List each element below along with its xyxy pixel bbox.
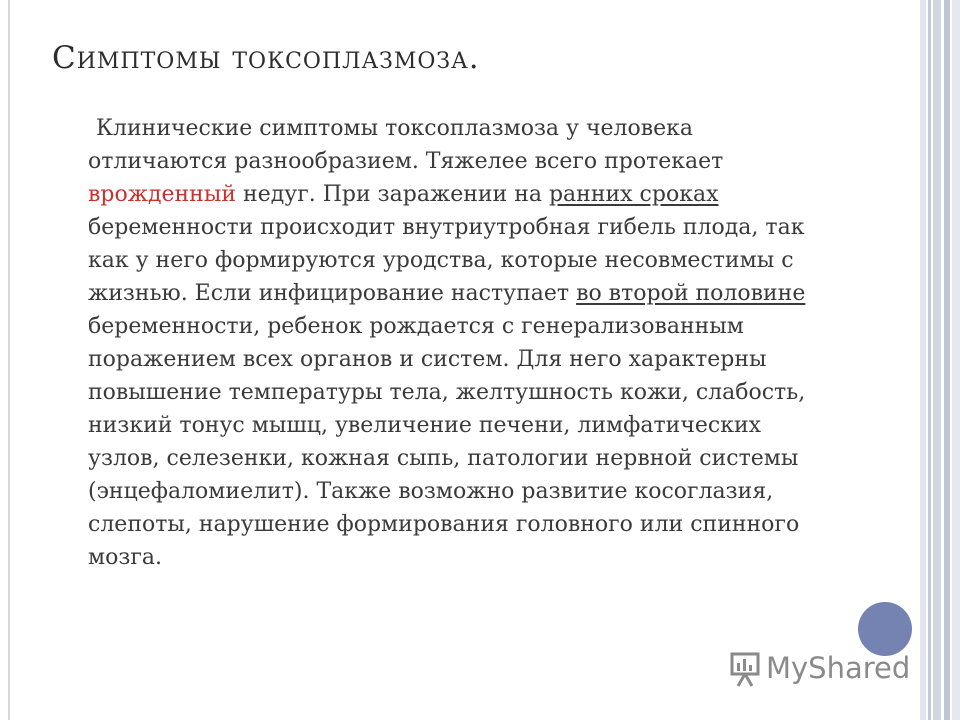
text-run: Клинические симптомы токсоплазмоза у человека отличаются разнообразием. Тяжелее всего протекает (88, 116, 724, 174)
stripe (933, 0, 941, 720)
slide-title: Симптомы токсоплазмоза. (52, 40, 480, 76)
text-run: беременности, ребенок рождается с генерализованным поражением всех органов и систем. Для него характерны повышение температуры тела, желтушность кожи, слабость, низкий тонус мышц, увеличение печени, лимфатических узлов, селезенки, кожная сыпь, патологии нервной системы (энцефаломиелит). Также возможно развитие косоглазия, слепоты, нарушение формирования головного или спинного мозга. (88, 314, 806, 570)
watermark-logo (728, 648, 918, 688)
stripe (928, 0, 931, 720)
text-run: недуг. При заражении на (236, 182, 549, 207)
stripe (920, 0, 926, 720)
underlined-phrase: ранних сроках (548, 182, 719, 207)
right-decorative-stripes (920, 0, 960, 720)
watermark-text: MyShared (766, 651, 911, 685)
underlined-phrase: во второй половине (576, 281, 806, 306)
stripe (952, 0, 960, 720)
stripe (944, 0, 950, 720)
left-border-line (8, 0, 10, 720)
body-paragraph (88, 112, 824, 574)
text-run: беременности происходит внутриутробная гибель плода, так как у него формируются уродства, которые несовместимы с жизнью. Если инфицирование наступает (88, 215, 805, 306)
presentation-board-icon (728, 648, 762, 688)
highlighted-word: врожденный (88, 182, 237, 207)
